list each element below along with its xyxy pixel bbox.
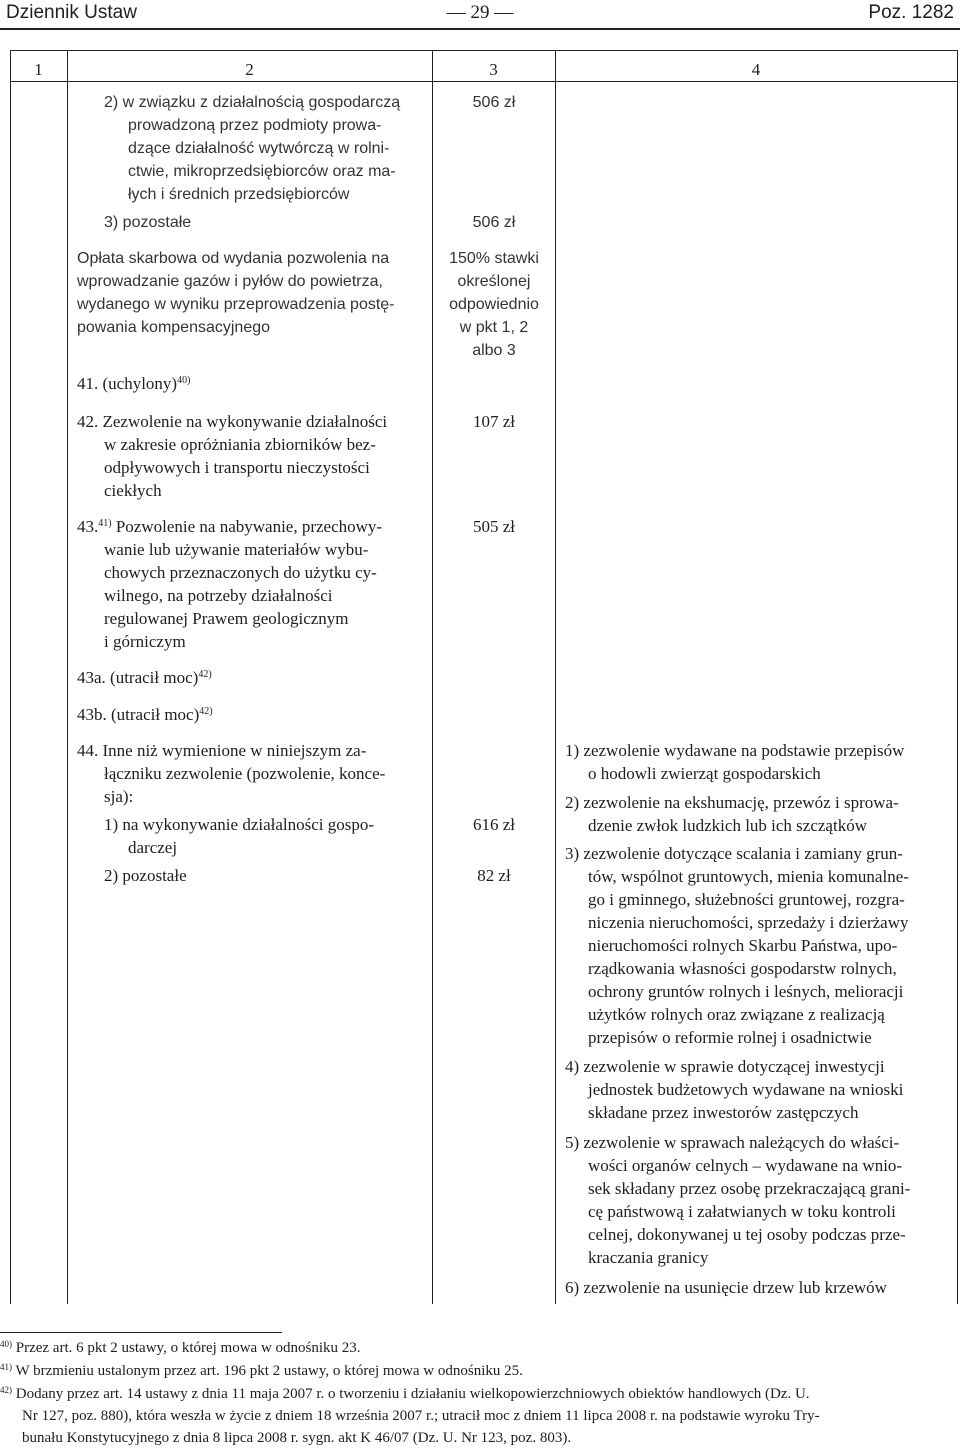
- exemption-3-line-7: ochrony gruntów rolnych i leśnych, melioracji: [588, 982, 904, 1001]
- column-divider-1: [67, 50, 68, 1304]
- exemption-5-line-1: 5) zezwolenie w sprawach należących do właści-: [565, 1133, 900, 1152]
- item-42-line-3: odpływowych i transportu nieczystości: [104, 458, 370, 477]
- item-41: [77, 372, 190, 395]
- compensation-fee-line-4: powania kompensacyjnego: [77, 319, 271, 336]
- item-43-line-5: regulowanej Prawem geologicznym: [104, 609, 349, 628]
- footnote-40-text: Przez art. 6 pkt 2 ustawy, o której mowa w odnośniku 23.: [12, 1340, 361, 1356]
- footnote-40-mark: 40): [0, 1339, 12, 1349]
- compensation-fee-line-3: wydanego w wyniku przeprowadzenia postę-: [77, 296, 395, 313]
- column-divider-3: [555, 50, 556, 1304]
- footnote-41-text: W brzmieniu ustalonym przez art. 196 pkt 2 ustawy, o której mowa w odnośniku 25.: [12, 1363, 523, 1379]
- item-44-line-3: sja):: [104, 787, 134, 806]
- exemption-4-line-3: składane przez inwestorów zastępczych: [588, 1103, 859, 1122]
- footnote-40: [0, 1337, 361, 1359]
- item-42-line-4: ciekłych: [104, 481, 162, 500]
- footnote-42-text: Dodany przez art. 14 ustawy z dnia 11 maja 2007 r. o tworzeniu i działaniu wielkopowierzchniowych obiektów handlowych (Dz. U.: [12, 1386, 810, 1402]
- column-divider-2: [432, 50, 433, 1304]
- position-number: Poz. 1282: [868, 2, 954, 23]
- exemption-1-line-1: 1) zezwolenie wydawane na podstawie przepisów: [565, 741, 905, 760]
- table-right-border: [957, 50, 958, 1304]
- page-number: — 29 —: [446, 2, 514, 23]
- exemption-3-line-3: go i gminnego, służebności gruntowej, rozgra-: [588, 890, 905, 909]
- item-43a: [77, 666, 212, 689]
- item-43-line-4: wilnego, na potrzeby działalności: [104, 586, 333, 605]
- item-43-text: Pozwolenie na nabywanie, przechowy-: [111, 517, 383, 536]
- fee-item-2-amount: 506 zł: [472, 94, 516, 111]
- exemption-6-line-1: 6) zezwolenie na usunięcie drzew lub krzewów: [565, 1278, 887, 1297]
- item-43a-label: 43a. (utracił moc): [77, 668, 199, 687]
- item-43b: [77, 703, 213, 726]
- item-44-2-amount: 82 zł: [477, 866, 511, 885]
- item-43-line-3: chowych przeznaczonych do użytku cy-: [104, 563, 377, 582]
- table-left-border: [10, 50, 11, 1304]
- item-42-amount: 107 zł: [472, 412, 516, 431]
- table-top-border: [10, 50, 957, 51]
- item-44-1-line-2: darczej: [128, 838, 178, 857]
- compensation-fee-line-1: Opłata skarbowa od wydania pozwolenia na: [77, 250, 390, 267]
- column-number-2: 2: [245, 60, 254, 79]
- footnote-42-line-2: Nr 127, poz. 880), która weszła w życie z dniem 18 września 2007 r.; utracił moc z dniem 11 lipca 2008 r. na podstawie wyroku Try-: [22, 1408, 820, 1424]
- footnote-41: [0, 1360, 523, 1382]
- item-43-line-6: i górniczym: [104, 632, 186, 651]
- compensation-fee-amount-5: albo 3: [472, 342, 516, 359]
- footnote-ref-41: 41): [98, 518, 112, 529]
- exemption-5-line-4: cę państwową i załatwianych w toku kontroli: [588, 1202, 896, 1221]
- compensation-fee-amount-4: w pkt 1, 2: [459, 319, 529, 336]
- exemption-5-line-2: wości organów celnych – wydawane na wnio-: [588, 1156, 903, 1175]
- item-42-line-2: w zakresie opróżniania zbiorników bez-: [104, 435, 376, 454]
- exemption-1-line-2: o hodowli zwierząt gospodarskich: [588, 764, 821, 783]
- item-43-amount: 505 zł: [472, 517, 516, 536]
- item-43-line-2: wanie lub używanie materiałów wybu-: [104, 540, 369, 559]
- fee-item-3-label: 3) pozostałe: [104, 214, 192, 231]
- column-number-divider: [10, 81, 957, 82]
- item-43-number: 43.: [77, 517, 99, 536]
- item-43b-label: 43b. (utracił moc): [77, 705, 200, 724]
- item-44-1-amount: 616 zł: [472, 815, 516, 834]
- exemption-4-line-1: 4) zezwolenie w sprawie dotyczącej inwestycji: [565, 1057, 885, 1076]
- exemption-3-line-9: przepisów o reformie rolnej i osadnictwie: [588, 1028, 872, 1047]
- exemption-3-line-2: tów, wspólnot gruntowych, mienia komunalne-: [588, 867, 909, 886]
- item-44-1-line-1: 1) na wykonywanie działalności gospo-: [104, 815, 375, 834]
- footnote-ref-42b: 42): [199, 706, 213, 717]
- column-number-3: 3: [489, 60, 498, 79]
- fee-item-2-line-4: ctwie, mikroprzedsiębiorców oraz ma-: [128, 163, 396, 180]
- exemption-5-line-3: sek składany przez osobę przekraczającą grani-: [588, 1179, 911, 1198]
- exemption-3-line-5: nieruchomości rolnych Skarbu Państwa, upo-: [588, 936, 898, 955]
- compensation-fee-amount-2: określonej: [457, 273, 531, 290]
- footnote-ref-40: 40): [177, 375, 191, 386]
- footnote-42-line-3: bunału Konstytucyjnego z dnia 8 lipca 2008 r. sygn. akt K 46/07 (Dz. U. Nr 123, poz. 803).: [22, 1430, 572, 1446]
- item-44-2-label: 2) pozostałe: [104, 866, 187, 885]
- fee-item-2-line-1: 2) w związku z działalnością gospodarczą: [104, 94, 401, 111]
- footnote-separator: [0, 1332, 282, 1333]
- exemption-3-line-8: użytków rolnych oraz związane z realizacją: [588, 1005, 885, 1024]
- exemption-4-line-2: jednostek budżetowych wydawane na wnioski: [588, 1080, 904, 1099]
- compensation-fee-line-2: wprowadzanie gazów i pyłów do powietrza,: [77, 273, 383, 290]
- column-number-1: 1: [34, 60, 43, 79]
- exemption-5-line-5: celnej, dokonywanej u tej osoby podczas prze-: [588, 1225, 906, 1244]
- footnote-42-mark: 42): [0, 1385, 12, 1395]
- fee-item-2-line-2: prowadzoną przez podmioty prowa-: [128, 117, 382, 134]
- fee-item-3-amount: 506 zł: [472, 214, 516, 231]
- exemption-3-line-6: rządkowania własności gospodarstw rolnych,: [588, 959, 897, 978]
- item-41-label: 41. (uchylony): [77, 374, 178, 393]
- fee-item-2-line-3: dzące działalność wytwórczą w rolni-: [128, 140, 390, 157]
- column-number-4: 4: [751, 60, 761, 79]
- exemption-2-line-1: 2) zezwolenie na ekshumację, przewóz i sprowa-: [565, 793, 899, 812]
- item-43-line-1: [77, 515, 382, 538]
- footnote-42: [0, 1383, 810, 1405]
- footnote-ref-42a: 42): [198, 669, 212, 680]
- exemption-3-line-1: 3) zezwolenie dotyczące scalania i zamiany grun-: [565, 844, 903, 863]
- journal-title: Dziennik Ustaw: [6, 2, 137, 23]
- exemption-2-line-2: dzenie zwłok ludzkich lub ich szczątków: [588, 816, 867, 835]
- fee-item-2-line-5: łych i średnich przedsiębiorców: [128, 186, 350, 203]
- item-42-line-1: 42. Zezwolenie na wykonywanie działalności: [77, 412, 388, 431]
- exemption-3-line-4: niczenia nieruchomości, sprzedaży i dzierżawy: [588, 913, 909, 932]
- compensation-fee-amount-1: 150% stawki: [449, 250, 539, 267]
- compensation-fee-amount-3: odpowiednio: [449, 296, 539, 313]
- item-44-line-1: 44. Inne niż wymienione w niniejszym za-: [77, 741, 367, 760]
- item-44-line-2: łączniku zezwolenie (pozwolenie, konce-: [104, 764, 386, 783]
- header-rule: [0, 28, 960, 30]
- footnote-41-mark: 41): [0, 1362, 12, 1372]
- exemption-5-line-6: kraczania granicy: [588, 1248, 709, 1267]
